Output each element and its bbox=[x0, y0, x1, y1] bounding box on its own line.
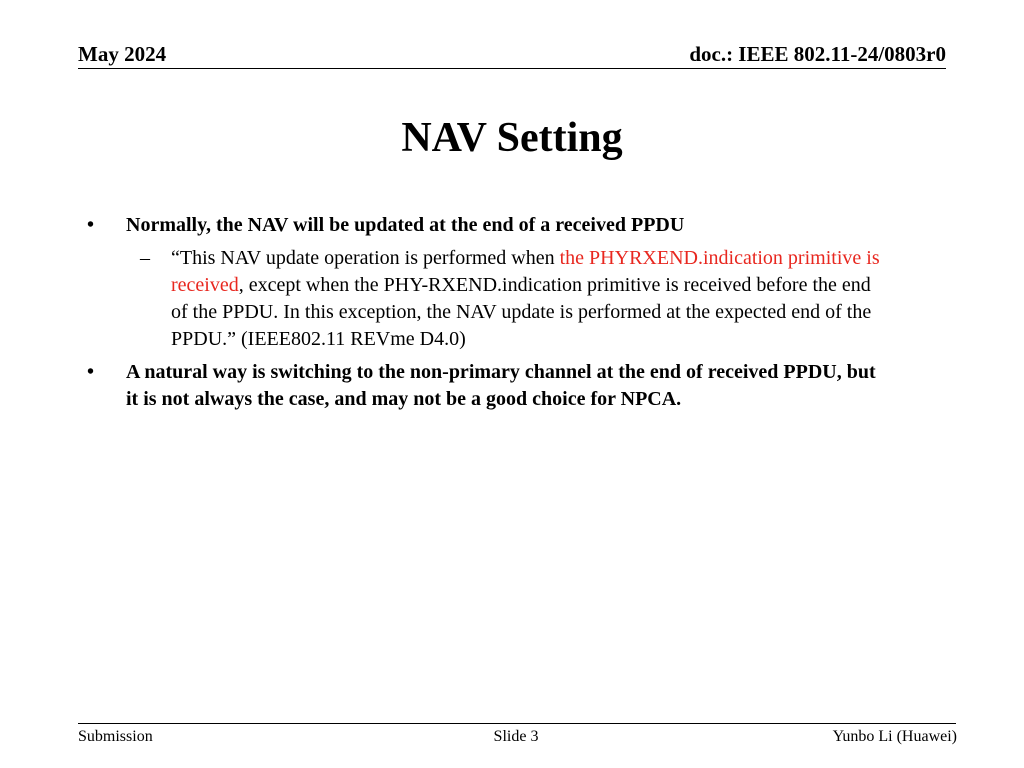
footer-slide-number: Slide 3 bbox=[493, 728, 539, 745]
sub-bullet-text-after: , except when the PHY-RXEND.indication primitive is received before the end of the PPDU. In this exception, the NAV update is performed at the expected end of the PPDU.” (IEEE802.11 REVme D4.0) bbox=[171, 274, 872, 350]
bullet-marker: • bbox=[87, 214, 95, 236]
slide-title: NAV Setting bbox=[401, 115, 623, 161]
slide-body bbox=[0, 212, 1024, 413]
bullet-2 bbox=[0, 359, 886, 413]
bullet-1-text: Normally, the NAV will be updated at the end of a received PPDU bbox=[126, 214, 685, 236]
sub-bullet-marker: – bbox=[140, 247, 150, 269]
header-divider bbox=[78, 68, 946, 69]
header-doc-number: doc.: IEEE 802.11-24/0803r0 bbox=[689, 42, 946, 66]
sub-bullet-text-before: “This NAV update operation is performed when bbox=[171, 247, 560, 269]
bullet-1 bbox=[0, 212, 886, 239]
footer-author: Yunbo Li (Huawei) bbox=[832, 728, 957, 745]
bullet-marker: • bbox=[87, 361, 95, 383]
bullet-2-text: A natural way is switching to the non-primary channel at the end of received PPDU, but it is not always the case, and may not be a good choice for NPCA. bbox=[126, 361, 876, 410]
header-date: May 2024 bbox=[78, 42, 167, 66]
footer-submission: Submission bbox=[78, 728, 153, 745]
sub-bullet-1 bbox=[0, 245, 891, 353]
sub-bullet-text-highlight: the PHYRXEND.indication primitive is received bbox=[171, 247, 880, 296]
footer-divider bbox=[78, 723, 956, 724]
